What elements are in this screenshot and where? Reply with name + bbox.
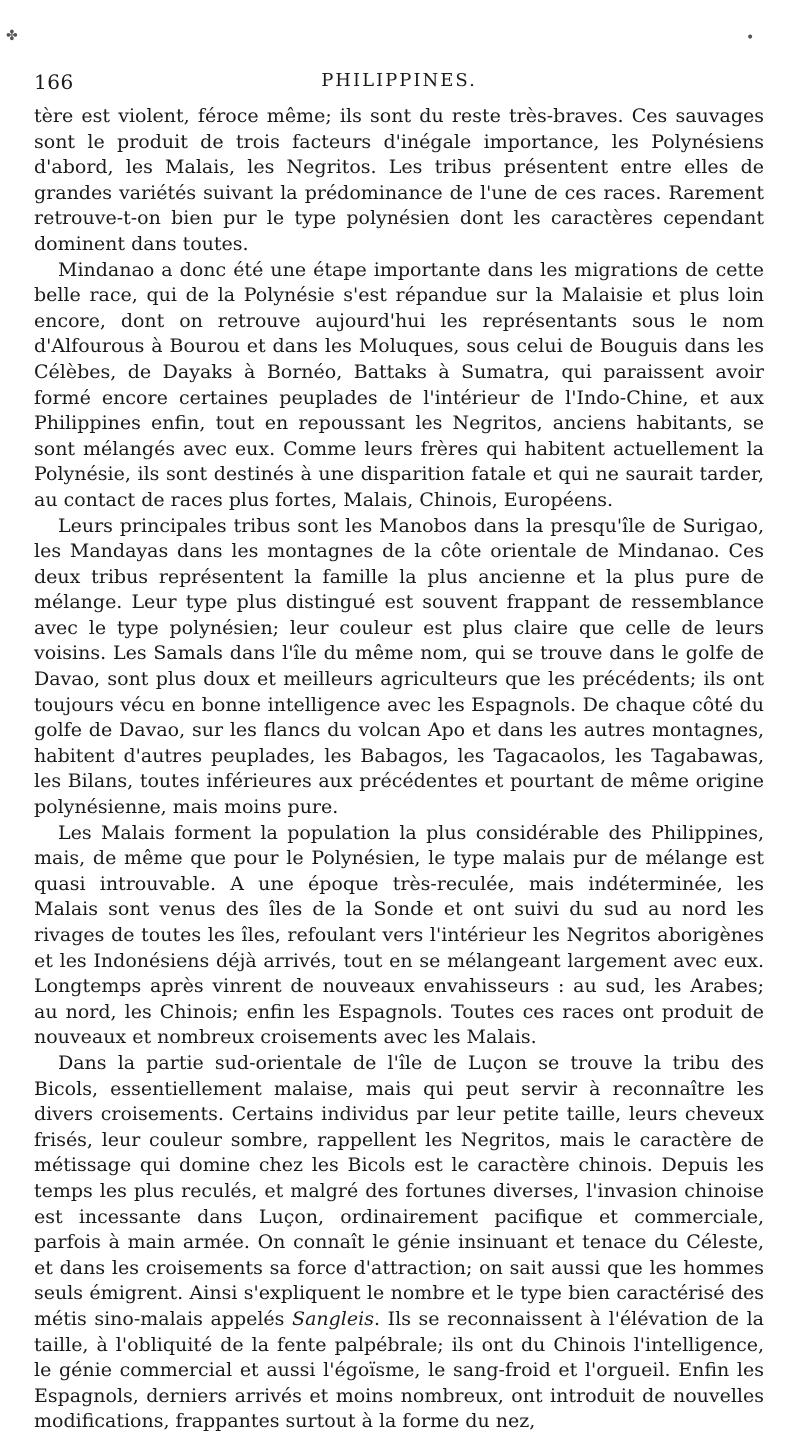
paragraph-5-text-start: Dans la partie sud-orientale de l'île de Luçon se trouve la tribu des Bicols, essentiellement malaise, mais qui peut servir à reconnaître les divers croisements. Certains individus par leur petite taille, leurs cheveux frisés, leur couleur sombre, rappellent les Negritos, mais le caractère de métissage qui domine chez les Bicols est le caractère chinois. Depuis les temps les plus reculés, et malgré des fortunes diverses, l'invasion chinoise est incessante dans Luçon, ordinairement pacifique et commerciale, parfois à main armée. On connaît le génie insinuant et tenace du Céleste, et dans les croisements sa force d'attraction; on sait aussi que les hommes seuls émigrent. Ainsi s'expliquent le nombre et le type bien caractérisé des métis sino-malais appelés bbox=[34, 1051, 764, 1330]
page-header bbox=[34, 70, 764, 100]
scan-speck-top-left: ✤ bbox=[6, 28, 18, 44]
paragraph-2 bbox=[34, 258, 764, 514]
body-text bbox=[34, 104, 764, 1435]
paragraph-5 bbox=[34, 1051, 764, 1435]
scan-speck-top-right: • bbox=[746, 30, 755, 46]
paragraph-1-text: tère est violent, féroce même; ils sont du reste très-braves. Ces sauvages sont le produit de trois facteurs d'inégale importance, les Polynésiens d'abord, les Malais, les Negritos. Les tribus présentent entre elles de grandes variétés suivant la prédominance de l'une de ces races. Rarement retrouve-t-on bien pur le type polynésien dont les caractères cependant dominent dans toutes. bbox=[34, 105, 764, 255]
paragraph-3 bbox=[34, 514, 764, 821]
paragraph-1 bbox=[34, 104, 764, 258]
paragraph-5-text-end: . Ils se reconnaissent à l'élévation de la taille, à l'obliquité de la fente palpébrale; ils ont du Chinois l'intelligence, le génie commercial et aussi l'égoïsme, le sang-froid et l'orgueil. Enfin les Espagnols, derniers arrivés et moins nombreux, ont introduit de nouvelles modifications, frappantes surtout à la forme du nez, bbox=[34, 1307, 764, 1433]
paragraph-2-text: Mindanao a donc été une étape importante dans les migrations de cette belle race, qui de la Polynésie s'est répandue sur la Malaisie et plus loin encore, dont on retrouve aujourd'hui les représentants sous le nom d'Alfourous à Bourou et dans les Moluques, sous celui de Bouguis dans les Célèbes, de Dayaks à Bornéo, Battaks à Sumatra, qui paraissent avoir formé encore certaines peuplades de l'intérieur de l'Indo-Chine, et aux Philippines enfin, tout en repoussant les Negritos, anciens habitants, se sont mélangés avec eux. Comme leurs frères qui habitent actuellement la Polynésie, ils sont destinés à une disparition fatale et qui ne saurait tarder, au contact de races plus fortes, Malais, Chinois, Européens. bbox=[34, 258, 764, 511]
paragraph-4-text: Les Malais forment la population la plus considérable des Philippines, mais, de même que pour le Polynésien, le type malais pur de mélange est quasi introuvable. A une époque très-reculée, mais indéterminée, les Malais sont venus des îles de la Sonde et ont suivi du sud au nord les rivages de toutes les îles, refoulant vers l'intérieur les Negritos aborigènes et les Indonésiens déjà arrivés, tout en se mélangeant largement avec eux. Longtemps après vinrent de nouveaux envahisseurs : au sud, les Arabes; au nord, les Chinois; enfin les Espagnols. Toutes ces races ont produit de nouveaux et nombreux croisements avec les Malais. bbox=[34, 821, 764, 1049]
paragraph-4 bbox=[34, 821, 764, 1051]
running-title: PHILIPPINES. bbox=[321, 70, 477, 91]
paragraph-3-text: Leurs principales tribus sont les Manobos dans la presqu'île de Surigao, les Mandayas dans les montagnes de la côte orientale de Mindanao. Ces deux tribus représentent la famille la plus ancienne et la plus pure de mélange. Leur type plus distingué est souvent frappant de ressemblance avec le type polynésien; leur couleur est plus claire que celle de leurs voisins. Les Samals dans l'île du même nom, qui se trouve dans le golfe de Davao, sont plus doux et meilleurs agriculteurs que les précédents; ils ont toujours vécu en bonne intelligence avec les Espagnols. De chaque côté du golfe de Davao, sur les flancs du volcan Apo et dans les autres montagnes, habitent d'autres peuplades, les Babagos, les Tagacaolos, les Tagabawas, les Bilans, toutes inférieures aux précédentes et pourtant de même origine polynésienne, mais moins pure. bbox=[34, 514, 764, 819]
italic-term-sangleis: Sangleis bbox=[292, 1307, 374, 1330]
page-number: 166 bbox=[34, 70, 74, 94]
